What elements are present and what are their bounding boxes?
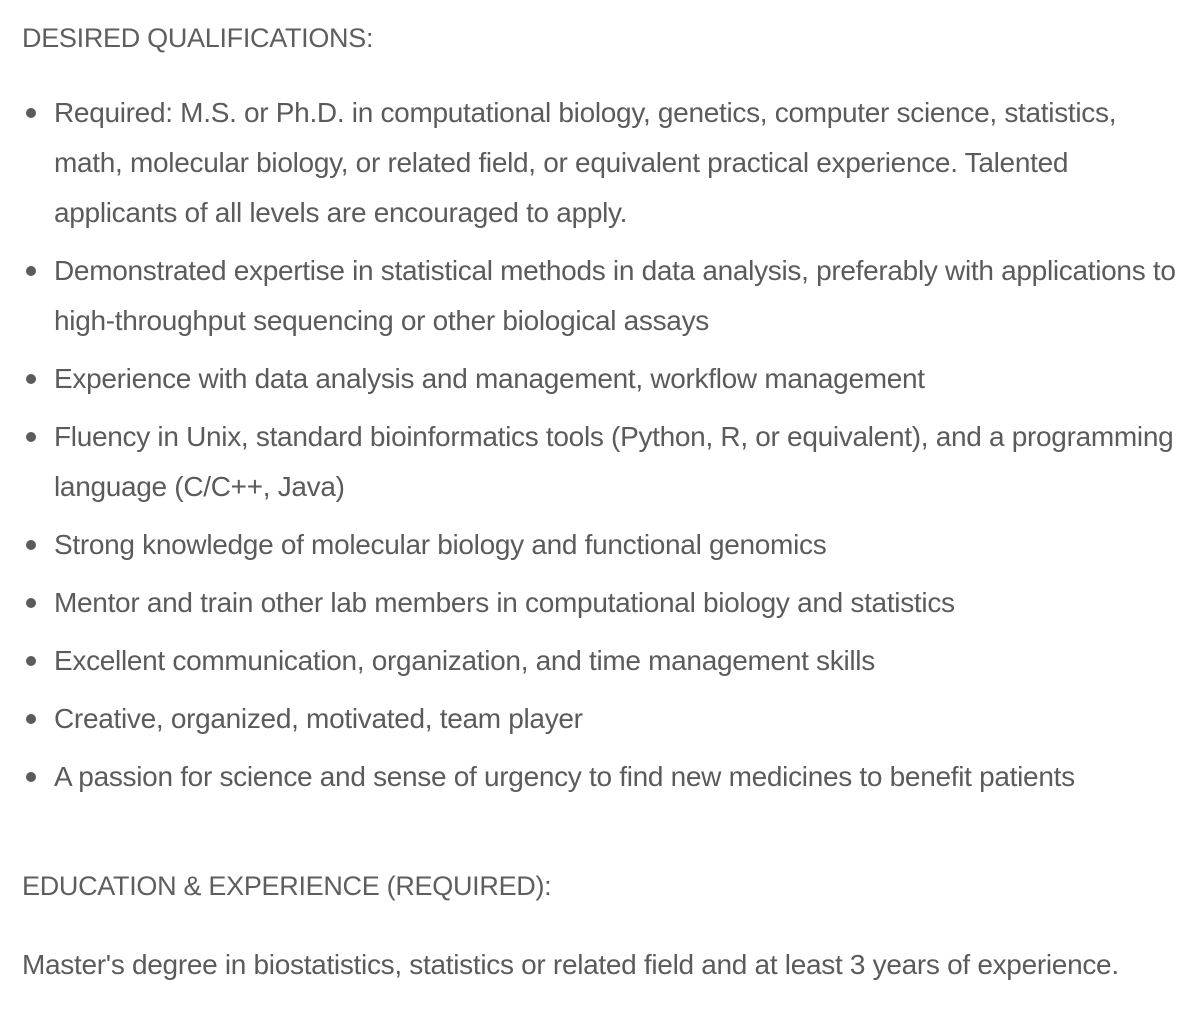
bullet-icon — [26, 432, 36, 442]
bullet-icon — [26, 540, 36, 550]
education-experience-text: Master's degree in biostatistics, statistics or related field and at least 3 years of experience. — [22, 949, 1119, 980]
education-experience-heading: EDUCATION & EXPERIENCE (REQUIRED): — [22, 871, 552, 901]
qualification-item — [22, 520, 1192, 570]
bullet-icon — [26, 266, 36, 276]
qualification-item — [22, 88, 1192, 238]
qualification-text: Strong knowledge of molecular biology and functional genomics — [54, 529, 827, 560]
qualification-item — [22, 354, 1192, 404]
qualification-item — [22, 246, 1192, 346]
desired-qualifications-heading: DESIRED QUALIFICATIONS: — [22, 23, 374, 53]
qualification-text: Experience with data analysis and management, workflow management — [54, 363, 925, 394]
qualification-item — [22, 694, 1192, 744]
qualification-item — [22, 752, 1192, 802]
qualification-item — [22, 578, 1192, 628]
qualification-item — [22, 412, 1192, 512]
bullet-icon — [26, 714, 36, 724]
job-posting-content — [22, 18, 1192, 990]
bullet-icon — [26, 656, 36, 666]
bullet-icon — [26, 374, 36, 384]
bullet-icon — [26, 772, 36, 782]
qualification-text: Required: M.S. or Ph.D. in computational biology, genetics, computer science, statistics, math, molecular biology, or related field, or equivalent practical experience. Talented applicants of all levels are encouraged to apply. — [54, 97, 1117, 228]
qualification-text: Fluency in Unix, standard bioinformatics tools (Python, R, or equivalent), and a programming language (C/C++, Java) — [54, 421, 1174, 502]
qualification-item — [22, 636, 1192, 686]
qualification-text: Creative, organized, motivated, team player — [54, 703, 583, 734]
qualification-text: Mentor and train other lab members in computational biology and statistics — [54, 587, 955, 618]
qualification-text: Excellent communication, organization, and time management skills — [54, 645, 875, 676]
bullet-icon — [26, 598, 36, 608]
qualification-text: A passion for science and sense of urgency to find new medicines to benefit patients — [54, 761, 1075, 792]
desired-qualifications-list — [22, 88, 1192, 802]
bullet-icon — [26, 108, 36, 118]
qualification-text: Demonstrated expertise in statistical methods in data analysis, preferably with applications to high-throughput sequencing or other biological assays — [54, 255, 1176, 336]
